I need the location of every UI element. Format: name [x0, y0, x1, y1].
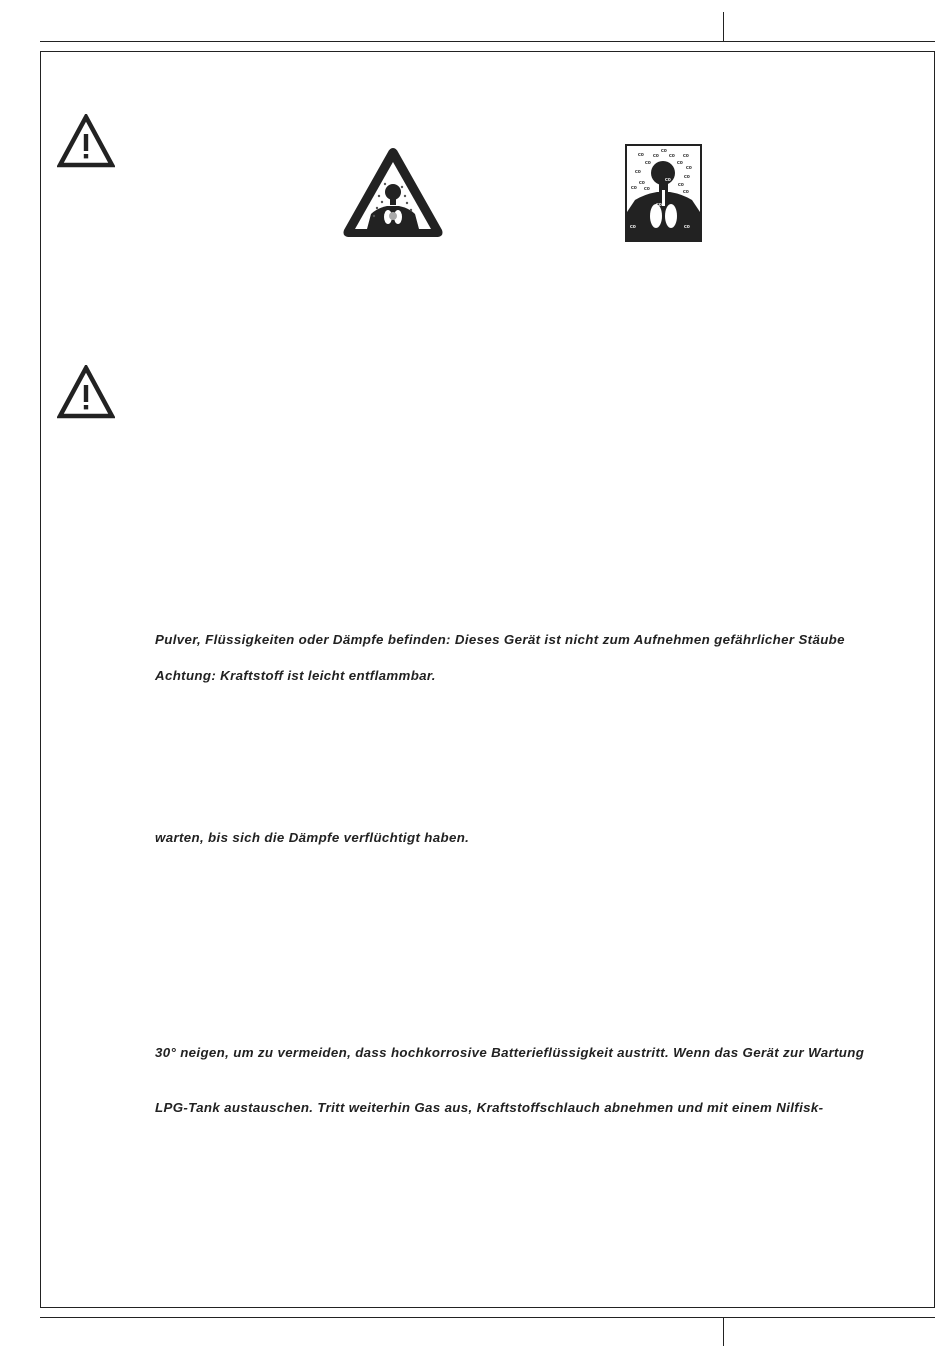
co-particle: co: [651, 212, 657, 218]
header-divider: [723, 12, 724, 41]
co-particle: co: [686, 165, 692, 171]
co-particle: co: [683, 189, 689, 195]
co-particle: co: [661, 148, 667, 154]
body-line-dust-warning: Pulver, Flüssigkeiten oder Dämpfe befinden: Dieses Gerät ist nicht zum Aufnehmen gefährlicher Stäube: [155, 632, 845, 647]
co-particle: co: [656, 202, 662, 208]
co-particle: co: [678, 182, 684, 188]
header-rule: [40, 41, 935, 42]
co-particle: co: [644, 186, 650, 192]
co-particle: co: [638, 152, 644, 158]
co-particle: co: [665, 177, 671, 183]
body-line-lpg-tank: LPG-Tank austauschen. Tritt weiterhin Gas aus, Kraftstoffschlauch abnehmen und mit einem Nilfisk-: [155, 1100, 824, 1115]
footer-divider: [723, 1318, 724, 1346]
co-particle: co: [639, 180, 645, 186]
body-line-fuel-flammable: Achtung: Kraftstoff ist leicht entflammbar.: [155, 668, 436, 683]
warning-triangle-icon: [57, 365, 115, 419]
co-particle: co: [669, 153, 675, 159]
inhalation-hazard-icon: [341, 146, 445, 239]
warning-triangle-icon: [57, 114, 115, 168]
co-particle: co: [684, 224, 690, 230]
body-line-battery: 30° neigen, um zu vermeiden, dass hochkorrosive Batterieflüssigkeit austritt. Wenn das Gerät zur Wartung: [155, 1045, 865, 1060]
co-particle: co: [645, 160, 651, 166]
co-particle: co: [684, 174, 690, 180]
co-particle: co: [683, 153, 689, 159]
co-particle: co: [653, 153, 659, 159]
co-particle: co: [631, 185, 637, 191]
co-particle: co: [635, 169, 641, 175]
body-line-vapors: warten, bis sich die Dämpfe verflüchtigt haben.: [155, 830, 470, 845]
co-particle: co: [666, 214, 672, 220]
co-particle: co: [630, 224, 636, 230]
co-particle: co: [677, 160, 683, 166]
carbon-monoxide-hazard-icon: [625, 144, 702, 242]
footer-rule: [40, 1317, 935, 1318]
